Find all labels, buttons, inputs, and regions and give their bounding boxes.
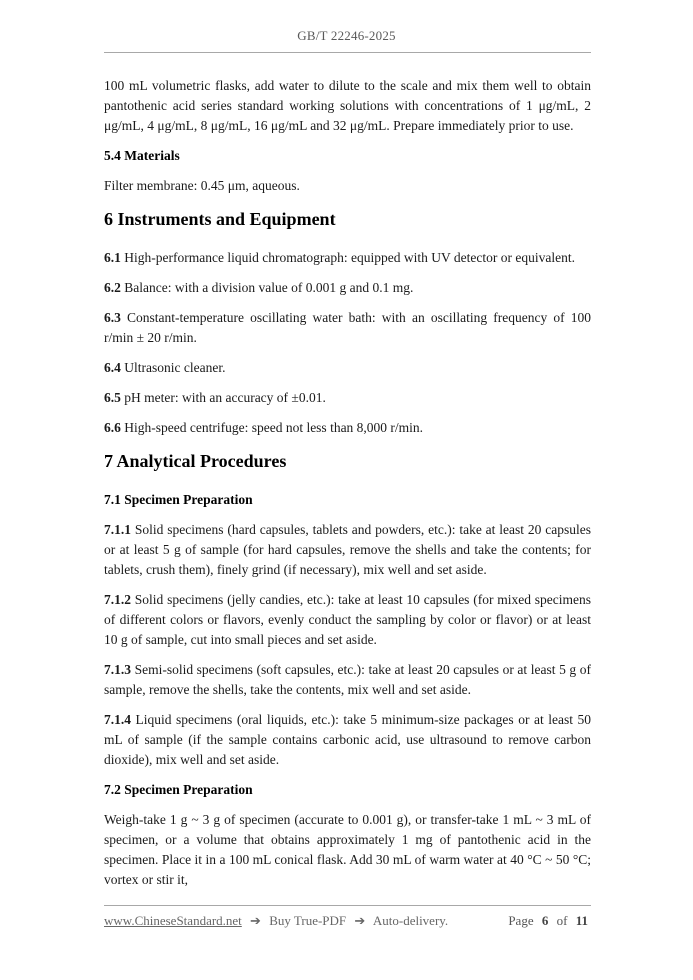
header-divider [104,52,591,53]
clause-text: Balance: with a division value of 0.001 g and 0.1 mg. [124,280,414,295]
clause-number: 7.1.4 [104,712,131,727]
clause-number: 7.1.2 [104,592,131,607]
clause-number: 6.1 [104,250,121,265]
clause-number: 6.3 [104,310,121,325]
arrow-icon: ➔ [250,913,261,928]
page-indicator [506,913,591,929]
clause-text: Liquid specimens (oral liquids, etc.): take 5 minimum-size packages or at least 50 mL of sample (if the sample contains carbonic acid, use ultrasound to remove carbon dioxide), mix well and set aside. [104,712,592,767]
subsection-heading: 7.2 Specimen Preparation [104,782,253,797]
current-page-number: 6 [541,913,549,928]
doc-number: GB/T 22246-2025 [297,28,396,43]
clause-number: 7.1.1 [104,522,131,537]
subsection-heading: 5.4 Materials [104,148,180,163]
paragraph: Filter membrane: 0.45 μm, aqueous. [104,178,300,193]
paragraph [104,520,591,580]
paragraph [104,710,591,770]
clause-text: Solid specimens (jelly candies, etc.): take at least 10 capsules (for mixed specimens of different colors or flavors, evenly conduct the sampling by color or flavor) or at least 10 g of sample, cut into small pieces and set aside. [104,592,591,647]
page-footer [104,913,591,929]
subsection-heading: 7.1 Specimen Preparation [104,492,253,507]
clause-number: 6.5 [104,390,121,405]
document-body [104,76,591,900]
clause-number: 6.2 [104,280,121,295]
buy-true-pdf-label: Buy True-PDF [269,913,347,928]
paragraph [104,388,591,408]
paragraph [104,418,591,438]
page-header [0,28,693,44]
clause-number: 7.1.3 [104,662,131,677]
paragraph [104,590,591,650]
auto-delivery-label: Auto-delivery. [372,913,449,928]
section-heading: 6 Instruments and Equipment [104,209,336,229]
paragraph [104,248,591,268]
paragraph [104,660,591,700]
clause-text: pH meter: with an accuracy of ±0.01. [124,390,326,405]
clause-text: High-performance liquid chromatograph: equipped with UV detector or equivalent. [124,250,575,265]
of-label: of [556,913,568,928]
clause-number: 6.4 [104,360,121,375]
paragraph [104,278,591,298]
clause-text: Ultrasonic cleaner. [124,360,226,375]
paragraph [104,308,591,348]
arrow-icon: ➔ [354,913,366,928]
footer-divider [104,905,591,906]
clause-text: Semi-solid specimens (soft capsules, etc.): take at least 20 capsules or at least 5 g of sample, remove the shells, take the contents, mix well and set aside. [104,662,592,697]
paragraph: Weigh-take 1 g ~ 3 g of specimen (accurate to 0.001 g), or transfer-take 1 mL ~ 3 mL of specimen, or a volume that obtains approximately 1 mg of pantothenic acid in the specimen. Place it in a 100 mL conical flask. Add 30 mL of warm water at 40 °C ~ 50 °C; vortex or stir it, [104,812,591,887]
clause-text: Constant-temperature oscillating water bath: with an oscillating frequency of 100 r/min ± 20 r/min. [104,310,592,345]
clause-text: High-speed centrifuge: speed not less than 8,000 r/min. [124,420,424,435]
section-heading: 7 Analytical Procedures [104,451,287,471]
footer-source-line [104,913,448,929]
clause-number: 6.6 [104,420,121,435]
site-link[interactable]: www.ChineseStandard.net [104,913,242,928]
paragraph: 100 mL volumetric flasks, add water to dilute to the scale and mix them well to obtain pantothenic acid series standard working solutions with concentrations of 1 μg/mL, 2 μg/mL, 4 μg/mL, 8 μg/mL, 16 μg/mL and 32 μg/mL. Prepare immediately prior to use. [104,78,591,133]
total-page-number: 11 [575,913,588,928]
clause-text: Solid specimens (hard capsules, tablets and powders, etc.): take at least 20 capsules or at least 5 g of sample (for hard capsules, remove the shells and take the contents; for tablets, crush them), finely grind (if necessary), mix well and set aside. [104,522,591,577]
paragraph [104,358,591,378]
page-label: Page [508,913,534,928]
